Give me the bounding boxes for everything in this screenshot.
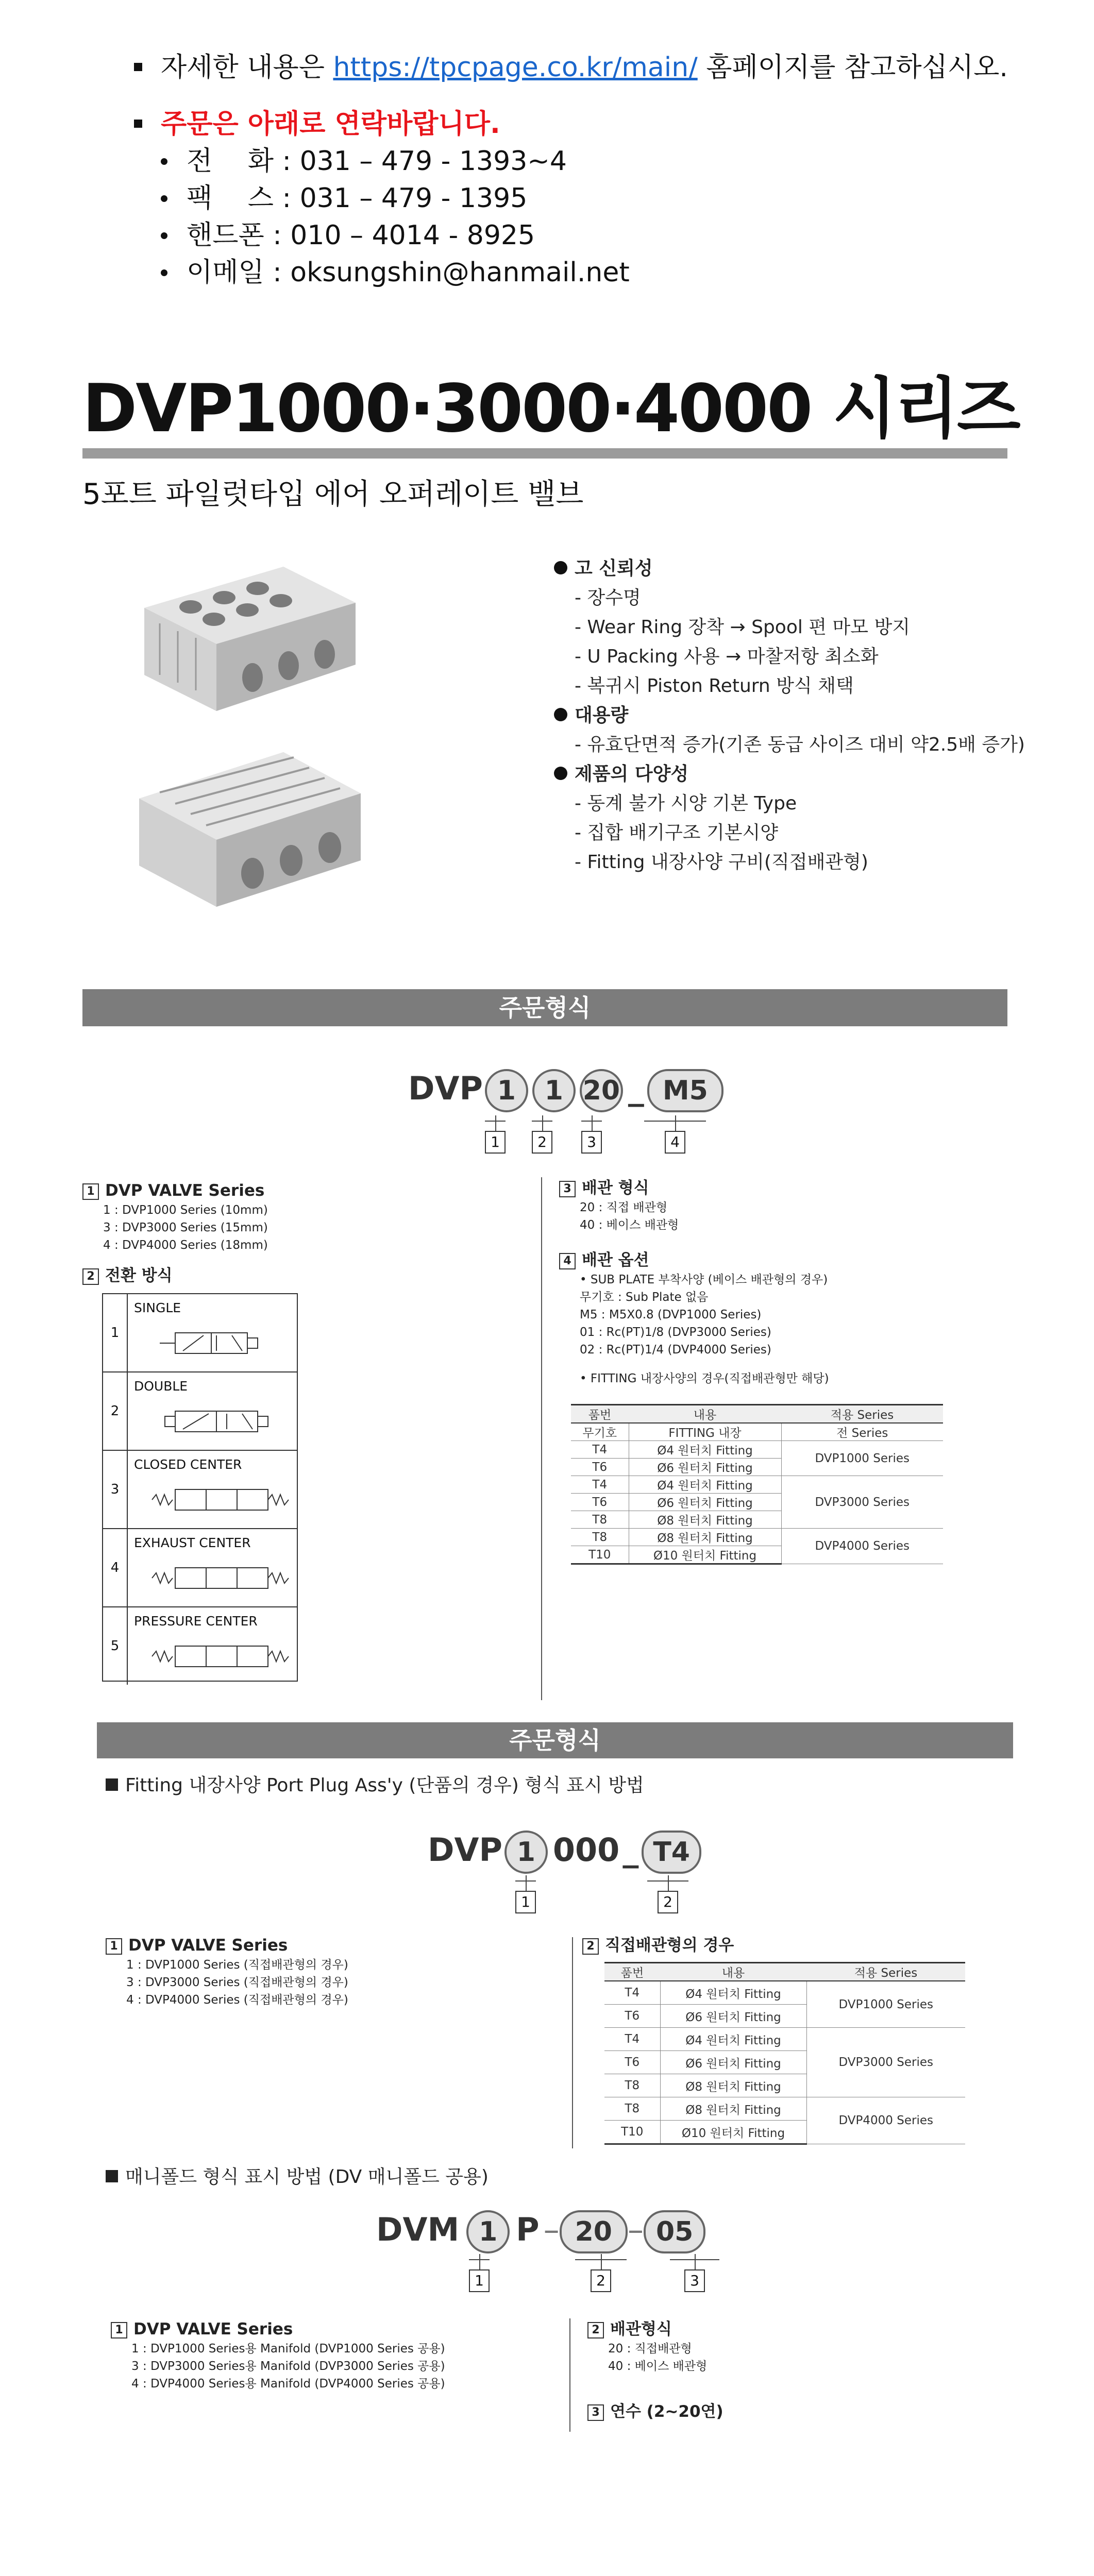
column-divider <box>572 1937 573 2148</box>
circle-bullet-icon <box>554 561 567 574</box>
table-row: T4 Ø4 원터치 Fitting DVP3000 Series <box>604 2028 965 2051</box>
phone-line: 전 화 : 031 – 479 - 1393~4 <box>187 143 1008 180</box>
order-format-bar-2: 주문형식 <box>97 1722 1013 1758</box>
feature-group-variety: 제품의 다양성 <box>554 759 1025 789</box>
valve-symbol-icon <box>149 1560 294 1596</box>
switching-row: 5 PRESSURE CENTER <box>103 1607 297 1685</box>
valve-symbol-icon <box>149 1482 294 1518</box>
feature-item: - U Packing 사용 → 마찰저항 최소화 <box>575 646 879 667</box>
leader-tick <box>644 1121 706 1122</box>
switching-row: 2 DOUBLE <box>103 1372 297 1451</box>
feature-item: - 복귀시 Piston Return 방식 채택 <box>575 675 854 697</box>
table-row: T6 Ø6 원터치 Fitting <box>571 1459 943 1476</box>
contact-list <box>134 143 1008 291</box>
circle-bullet-icon <box>554 708 567 721</box>
column-divider <box>569 2318 570 2432</box>
table-row: T6 Ø6 원터치 Fitting <box>571 1494 943 1511</box>
square-bullet-icon <box>134 120 142 128</box>
feature-item: - 집합 배기구조 기본시양 <box>575 822 779 843</box>
code-part-4: M5 <box>647 1069 723 1112</box>
valve-symbol-icon <box>149 1638 294 1674</box>
table-row: 무기호 FITTING 내장 전 Series <box>571 1423 943 1441</box>
callout-number: 1 <box>515 1891 536 1913</box>
detail-line: 자세한 내용은 https://tpcpage.co.kr/main/ 홈페이지를 참고하십시오. <box>134 49 1008 86</box>
manifold-stations-section: 3 연수 (2~20연) <box>587 2401 723 2422</box>
manifold-code: DVM 1 P – 20 – 05 <box>376 2210 705 2253</box>
leader-line <box>675 1115 676 1131</box>
fitting-spec-table: 품번 내용 적용 Series 무기호 FITTING 내장 전 Series T4 Ø4 원터치 Fitting DVP1000 Series T6 Ø6 원터치 Fitting T4 Ø4 원터치 Fitting DVP3000 Series T6 Ø6 원터치 Fitting T8 Ø8 원터치 Fitting T8 Ø8 원터치 Fitting DVP4000 Series T10 Ø10 원터치 Fitting <box>571 1404 943 1565</box>
callout-number: 1 <box>485 1131 506 1154</box>
code-part-3: 05 <box>644 2210 705 2253</box>
valve-manifold-image-bottom <box>129 732 366 922</box>
leader-tick <box>670 2259 719 2260</box>
feature-item: - 장수명 <box>575 587 641 608</box>
order-code-1: DVP 1 1 20 _ M5 <box>408 1069 723 1112</box>
callout-number: 3 <box>684 2269 705 2292</box>
table-row: T8 Ø8 원터치 Fitting DVP4000 Series <box>604 2097 965 2121</box>
homepage-link[interactable]: https://tpcpage.co.kr/main/ <box>333 52 698 83</box>
direct-fitting-table: 품번 내용 적용 Series T4 Ø4 원터치 Fitting DVP1000 Series T6 Ø6 원터치 Fitting T4 Ø4 원터치 Fitting DVP3000 Series T6 Ø6 원터치 Fitting T8 Ø8 원터치 Fitting T8 Ø8 원터치 Fitting DVP4000 Series T10 Ø10 원터치 Fitting <box>604 1962 965 2145</box>
feature-list <box>554 554 1025 877</box>
code-part-1: 1 <box>485 1069 528 1112</box>
page-title: DVP1000·3000·4000 시리즈 <box>82 370 1019 447</box>
switching-row: 3 CLOSED CENTER <box>103 1451 297 1529</box>
callout-number: 3 <box>581 1131 602 1154</box>
valve-symbol-icon <box>155 1403 289 1439</box>
leader-tick <box>485 1121 506 1122</box>
leader-tick <box>515 1880 536 1882</box>
callout-number: 2 <box>658 1891 678 1913</box>
email-line: 이메일 : oksungshin@hanmail.net <box>187 254 1008 291</box>
manifold-heading: 매니폴드 형식 표시 방법 (DV 매니폴드 공용) <box>106 2162 489 2189</box>
table-row: T4 Ø4 원터치 Fitting DVP1000 Series <box>604 1981 965 2005</box>
manifold-piping-section: 2 배관형식 20 : 직접배관형 40 : 베이스 배관형 <box>587 2318 707 2375</box>
callout-number: 1 <box>469 2269 490 2292</box>
table-row: T4 Ø4 원터치 Fitting DVP3000 Series <box>571 1476 943 1494</box>
leader-line <box>542 1115 543 1131</box>
leader-tick <box>581 1121 602 1122</box>
feature-item: - Fitting 내장사양 구비(직접배관형) <box>575 852 868 873</box>
leader-line <box>479 2254 480 2269</box>
series-section-2: 1 DVP VALVE Series 1 : DVP1000 Series (직접배관형의 경우) 3 : DVP3000 Series (직접배관형의 경우) 4 : DVP4000 Series (직접배관형의 경우) <box>106 1935 348 2009</box>
table-row: T6 Ø6 원터치 Fitting <box>604 2005 965 2028</box>
fitting-plug-heading: Fitting 내장사양 Port Plug Ass'y (단품의 경우) 형식 표시 방법 <box>106 1771 644 1797</box>
leader-line <box>526 1875 527 1891</box>
leader-line <box>668 1875 669 1891</box>
leader-tick <box>532 1121 552 1122</box>
code-part-1: 1 <box>504 1831 548 1874</box>
order-heading: 주문은 아래로 연락바랍니다. <box>134 106 1008 143</box>
circle-bullet-icon <box>554 767 567 780</box>
table-row: T8 Ø8 원터치 Fitting <box>571 1511 943 1529</box>
feature-group-reliability: 고 신뢰성 <box>554 554 1025 583</box>
title-divider <box>82 448 1007 459</box>
table-row: T6 Ø6 원터치 Fitting <box>604 2051 965 2074</box>
table-row: T10 Ø10 원터치 Fitting <box>571 1546 943 1564</box>
square-bullet-icon <box>134 63 142 71</box>
square-bullet-icon <box>106 2170 118 2182</box>
square-bullet-icon <box>106 1778 118 1791</box>
switching-row: 1 SINGLE <box>103 1294 297 1372</box>
feature-item: - Wear Ring 장착 → Spool 편 마모 방지 <box>575 617 911 638</box>
code-part-3: 20 <box>580 1069 623 1112</box>
table-row: T8 Ø8 원터치 Fitting <box>604 2074 965 2097</box>
table-row: T4 Ø4 원터치 Fitting DVP1000 Series <box>571 1441 943 1459</box>
leader-line <box>592 1115 593 1131</box>
feature-item: - 동계 불가 시양 기본 Type <box>575 793 797 814</box>
column-divider <box>541 1177 542 1700</box>
order-code-2: DVP 1 000_ T4 <box>428 1831 701 1874</box>
table-row: T8 Ø8 원터치 Fitting DVP4000 Series <box>571 1529 943 1546</box>
mobile-line: 핸드폰 : 010 – 4014 - 8925 <box>187 217 1008 254</box>
code-part-2: 1 <box>532 1069 576 1112</box>
leader-line <box>695 2254 696 2269</box>
code-part-2: T4 <box>642 1831 701 1874</box>
page-subtitle: 5포트 파일럿타입 에어 오퍼레이트 밸브 <box>82 478 584 511</box>
leader-tick <box>469 2259 490 2260</box>
fax-line: 팩 스 : 031 – 479 - 1395 <box>187 180 1008 217</box>
leader-tick <box>647 1880 688 1882</box>
switching-table <box>102 1293 298 1682</box>
code-part-1: 1 <box>466 2210 510 2253</box>
table-row: T10 Ø10 원터치 Fitting <box>604 2121 965 2144</box>
leader-tick <box>575 2259 627 2260</box>
feature-item: - 유효단면적 증가(기존 동급 사이즈 대비 약2.5배 증가) <box>575 734 1025 755</box>
callout-number: 2 <box>532 1131 552 1154</box>
switching-section: 2 전환 방식 <box>82 1265 173 1286</box>
feature-group-capacity: 대용량 <box>554 701 1025 730</box>
direct-piping-section: 2 직접배관형의 경우 <box>582 1935 734 1956</box>
callout-number: 2 <box>591 2269 611 2292</box>
piping-type-section: 3 배관 형식 20 : 직접 배관형 40 : 베이스 배관형 <box>559 1177 679 1234</box>
leader-line <box>601 2254 602 2269</box>
valve-manifold-image-top <box>129 546 366 726</box>
valve-symbol-icon <box>155 1325 289 1361</box>
contact-block <box>134 49 1008 291</box>
manifold-series-section: 1 DVP VALVE Series 1 : DVP1000 Series용 Manifold (DVP1000 Series 공용) 3 : DVP3000 Series용 Manifold (DVP3000 Series 공용) 4 : DVP4000 Series용 Manifold (DVP4000 Series 공용) <box>111 2318 445 2393</box>
piping-option-section: 4 배관 옵션 • SUB PLATE 부착사양 (베이스 배관형의 경우) 무기호 : Sub Plate 없음 M5 : M5X0.8 (DVP1000 Series) 01 : Rc(PT)1/8 (DVP3000 Series) 02 : Rc(PT)1/4 (DVP4000 Series) • FITTING 내장사양의 경우(직접배관형만 해당) <box>559 1249 829 1387</box>
order-format-bar: 주문형식 <box>82 989 1007 1026</box>
switching-row: 4 EXHAUST CENTER <box>103 1529 297 1607</box>
series-section: 1 DVP VALVE Series 1 : DVP1000 Series (10mm) 3 : DVP3000 Series (15mm) 4 : DVP4000 Series (18mm) <box>82 1180 268 1254</box>
callout-number: 4 <box>665 1131 685 1154</box>
leader-line <box>495 1115 496 1131</box>
code-part-2: 20 <box>560 2210 628 2253</box>
